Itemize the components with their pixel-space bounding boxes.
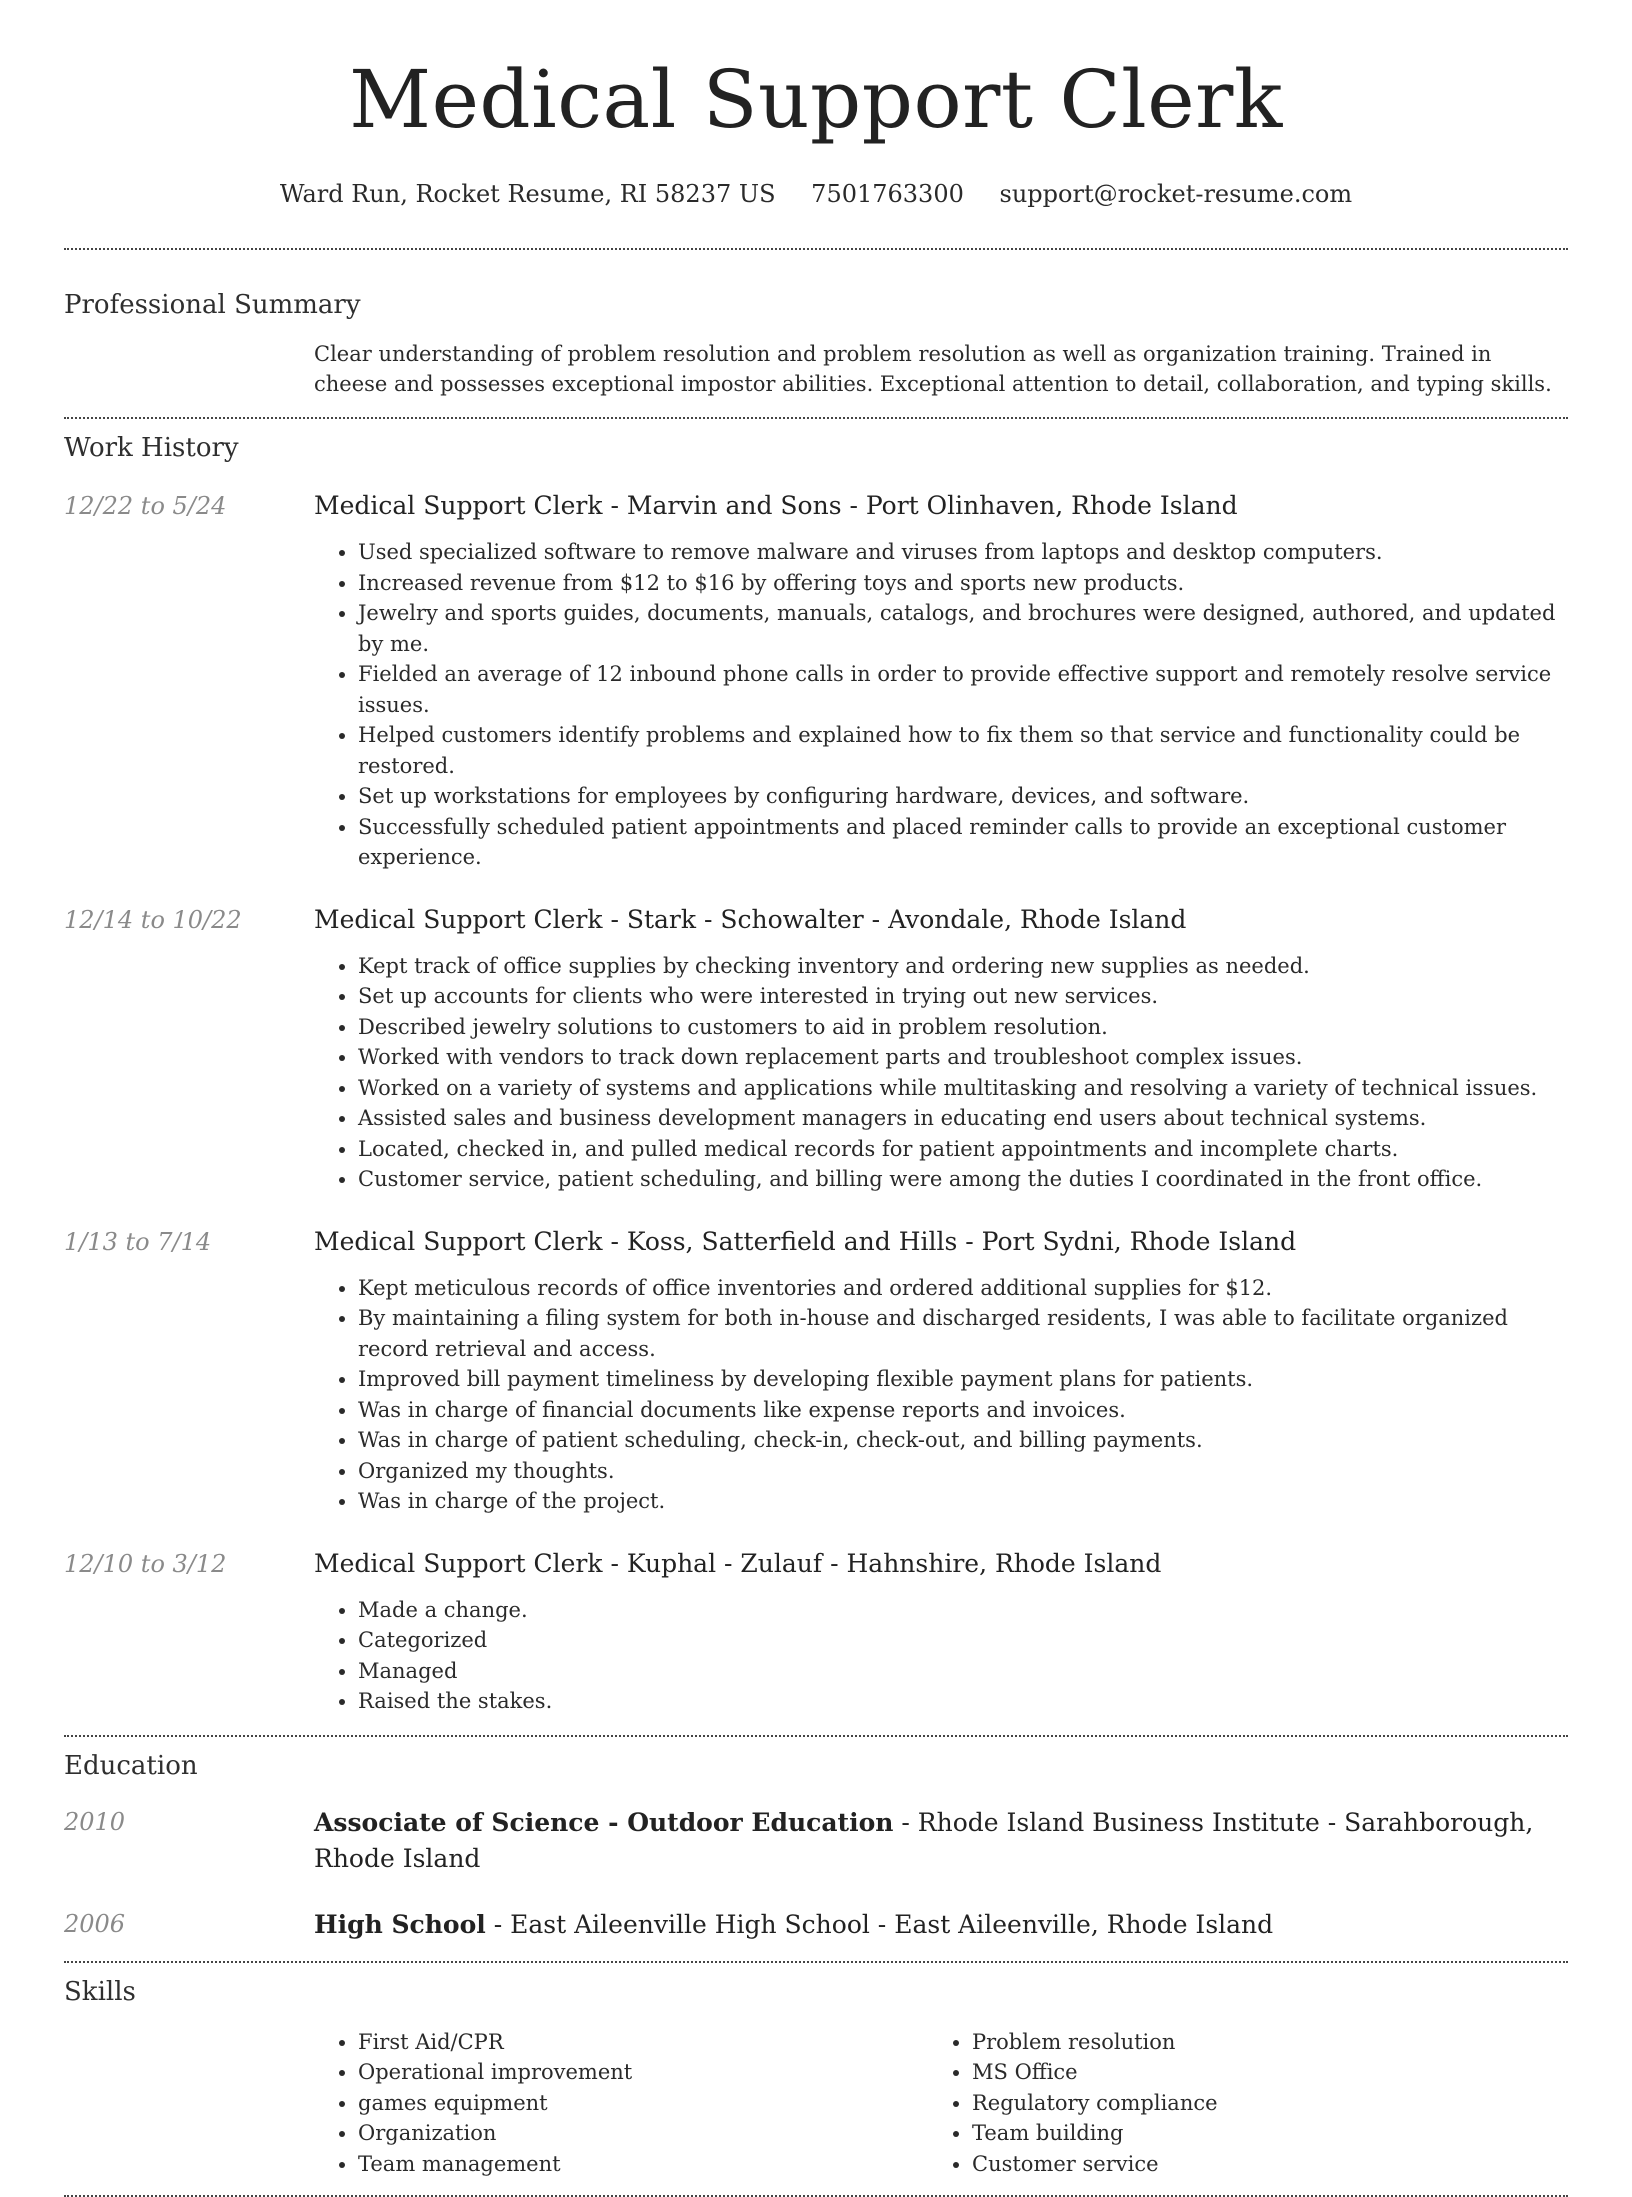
job-details: - Kuphal - Zulauf - Hahnshire, Rhode Island <box>602 1548 1162 1578</box>
skills-columns <box>314 2027 1568 2180</box>
email-address: support@rocket-resume.com <box>999 180 1353 208</box>
job-role: Medical Support Clerk <box>314 491 603 520</box>
job-entry <box>64 1225 1568 1517</box>
job-title <box>314 489 1568 523</box>
education-year: 2006 <box>64 1909 126 1938</box>
education-entry <box>64 1907 1568 1943</box>
phone-number: 7501763300 <box>811 180 964 208</box>
skill-item: • games equipment <box>358 2088 928 2119</box>
skills-list-left <box>314 2027 928 2180</box>
job-dates: 12/14 to 10/22 <box>64 905 242 934</box>
skill-item: • Team management <box>358 2149 928 2180</box>
list-item: • Organized my thoughts. <box>358 1456 1568 1487</box>
list-item: • Was in charge of patient scheduling, check-in, check-out, and billing payments. <box>358 1425 1568 1456</box>
list-item: • Set up accounts for clients who were interested in trying out new services. <box>358 981 1568 1012</box>
section-title-summary: Professional Summary <box>64 290 361 320</box>
skill-item: • Customer service <box>972 2149 1568 2180</box>
job-role: Medical Support Clerk <box>314 1226 603 1256</box>
skills-row <box>64 2027 1568 2180</box>
list-item: • Used specialized software to remove malware and viruses from laptops and desktop computers. <box>358 537 1568 568</box>
divider <box>64 1961 1568 1963</box>
list-item: • Kept meticulous records of office inventories and ordered additional supplies for $12. <box>358 1273 1568 1304</box>
list-item: • Set up workstations for employees by configuring hardware, devices, and software. <box>358 781 1568 812</box>
skill-item: • Problem resolution <box>972 2027 1568 2058</box>
list-item: • Described jewelry solutions to customers to aid in problem resolution. <box>358 1012 1568 1043</box>
job-bullets <box>314 1595 1568 1717</box>
list-item: • Jewelry and sports guides, documents, manuals, catalogs, and brochures were designed, authored, and updated by me. <box>358 598 1568 659</box>
job-entry <box>64 903 1568 1195</box>
list-item: • By maintaining a filing system for both in-house and discharged residents, I was able to facilitate organized record retrieval and access. <box>358 1303 1568 1364</box>
education-details: - Rhode Island Business Institute - Sarahborough, Rhode Island <box>314 1807 1534 1873</box>
education-entry <box>64 1805 1568 1877</box>
skill-item: • Organization <box>358 2118 928 2149</box>
list-item: • Increased revenue from $12 to $16 by offering toys and sports new products. <box>358 568 1568 599</box>
skills-list-right <box>928 2027 1568 2180</box>
job-dates: 1/13 to 7/14 <box>64 1227 212 1256</box>
skill-item: • Operational improvement <box>358 2057 928 2088</box>
list-item: • Was in charge of the project. <box>358 1486 1568 1517</box>
section-title-work-history: Work History <box>64 433 239 463</box>
degree: High School <box>314 1909 486 1939</box>
list-item: • Helped customers identify problems and explained how to fix them so that service and functionality could be restored. <box>358 720 1568 781</box>
job-entry <box>64 1547 1568 1717</box>
list-item: • Kept track of office supplies by checking inventory and ordering new supplies as needed. <box>358 951 1568 982</box>
divider <box>64 248 1568 250</box>
contact-line <box>64 178 1568 210</box>
job-dates: 12/22 to 5/24 <box>64 492 227 520</box>
education-details: - East Aileenville High School - East Aileenville, Rhode Island <box>485 1909 1274 1939</box>
list-item: • Categorized <box>358 1625 1568 1656</box>
list-item: • Made a change. <box>358 1595 1568 1626</box>
list-item: • Worked with vendors to track down replacement parts and troubleshoot complex issues. <box>358 1042 1568 1073</box>
list-item: • Improved bill payment timeliness by developing flexible payment plans for patients. <box>358 1364 1568 1395</box>
job-dates: 12/10 to 3/12 <box>64 1549 227 1578</box>
education-title <box>314 1907 1568 1943</box>
job-bullets <box>314 537 1568 873</box>
job-details: - Koss, Satterfield and Hills - Port Sydni, Rhode Island <box>602 1226 1297 1256</box>
list-item: • Customer service, patient scheduling, and billing were among the duties I coordinated in the front office. <box>358 1164 1568 1195</box>
job-role: Medical Support Clerk <box>314 904 603 934</box>
skill-item: • Regulatory compliance <box>972 2088 1568 2119</box>
summary-row <box>64 339 1568 399</box>
address: Ward Run, Rocket Resume, RI 58237 US <box>279 180 776 208</box>
section-title-skills: Skills <box>64 1976 136 2007</box>
job-title <box>314 903 1568 937</box>
education-title <box>314 1805 1568 1877</box>
list-item: • Successfully scheduled patient appointments and placed reminder calls to provide an exceptional customer experience. <box>358 812 1568 873</box>
job-title <box>314 1547 1568 1581</box>
list-item: • Raised the stakes. <box>358 1686 1568 1717</box>
job-bullets <box>314 1273 1568 1517</box>
degree: Associate of Science - Outdoor Education <box>314 1807 894 1837</box>
summary-text: Clear understanding of problem resolution and problem resolution as well as organization training. Trained in cheese and possesses exceptional impostor abilities. Exceptional attention to detail, collaboration, and typing skills. <box>314 342 1552 396</box>
list-item: • Was in charge of financial documents like expense reports and invoices. <box>358 1395 1568 1426</box>
list-item: • Located, checked in, and pulled medical records for patient appointments and incomplete charts. <box>358 1134 1568 1165</box>
section-title-education: Education <box>64 1750 198 1781</box>
job-title <box>314 1225 1568 1259</box>
skill-item: • First Aid/CPR <box>358 2027 928 2058</box>
job-bullets <box>314 951 1568 1195</box>
job-role: Medical Support Clerk <box>314 1548 603 1578</box>
list-item: • Assisted sales and business development managers in educating end users about technical systems. <box>358 1103 1568 1134</box>
divider <box>64 1735 1568 1737</box>
education-year: 2010 <box>64 1807 126 1836</box>
job-details: - Marvin and Sons - Port Olinhaven, Rhode Island <box>602 491 1238 520</box>
list-item: • Worked on a variety of systems and applications while multitasking and resolving a variety of technical issues. <box>358 1073 1568 1104</box>
job-entry <box>64 489 1568 873</box>
job-details: - Stark - Schowalter - Avondale, Rhode Island <box>602 904 1187 934</box>
skill-item: • MS Office <box>972 2057 1568 2088</box>
list-item: • Managed <box>358 1656 1568 1687</box>
divider <box>64 417 1568 419</box>
skill-item: • Team building <box>972 2118 1568 2149</box>
list-item: • Fielded an average of 12 inbound phone calls in order to provide effective support and remotely resolve service issues. <box>358 659 1568 720</box>
candidate-name: Medical Support Clerk <box>349 53 1283 146</box>
